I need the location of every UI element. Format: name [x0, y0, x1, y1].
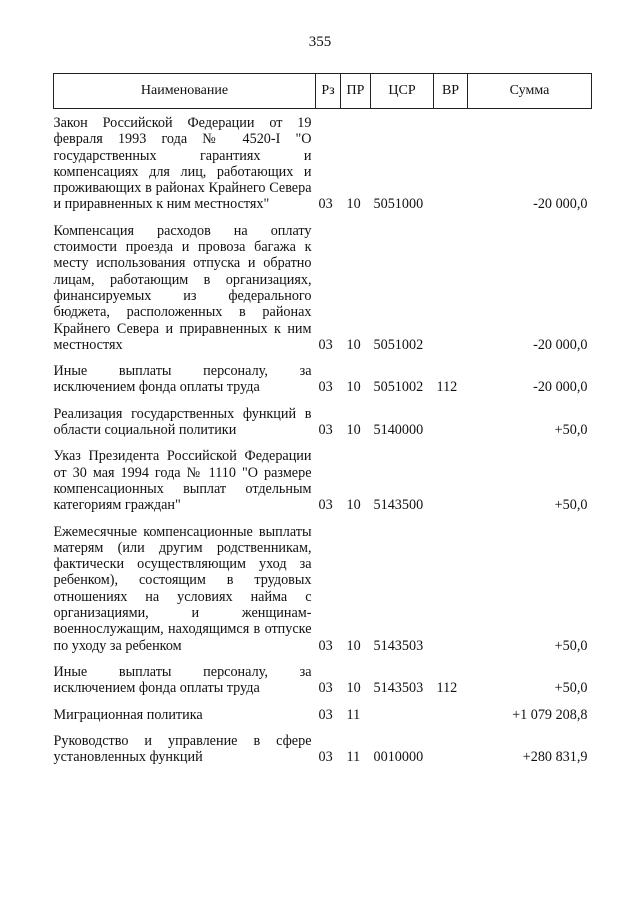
table-row	[54, 723, 592, 766]
row-pr: 11	[346, 749, 361, 766]
row-name-text: Указ Президента Российской Федерации от 30 мая 1994 года № 1110 "О размере компенсационных выплат отдельным категориям граждан"	[53, 448, 312, 514]
row-rz: 03	[318, 749, 333, 766]
table-row	[54, 396, 592, 439]
row-sum: +1 079 208,8	[512, 706, 588, 723]
row-csr: 5143503	[373, 680, 424, 697]
row-name	[54, 438, 316, 513]
table-header	[54, 74, 592, 109]
row-name	[54, 213, 316, 353]
header-name: Наименование	[54, 74, 316, 109]
header-sum: Сумма	[468, 74, 592, 109]
row-sum: -20 000,0	[533, 196, 588, 213]
row-vr	[434, 396, 468, 439]
row-vr	[434, 514, 468, 654]
row-sum: -20 000,0	[533, 379, 588, 396]
row-rz: 03	[318, 637, 333, 654]
row-rz: 03	[318, 336, 333, 353]
table-row	[54, 353, 592, 396]
row-name	[54, 654, 316, 697]
header-vr: ВР	[434, 74, 468, 109]
row-vr	[434, 109, 468, 213]
row-pr: 10	[346, 336, 361, 353]
table-row	[54, 697, 592, 723]
table-body	[54, 109, 592, 766]
row-vr	[434, 438, 468, 513]
budget-table	[53, 73, 592, 765]
row-csr: 5051002	[373, 336, 424, 353]
row-csr: 5051000	[373, 196, 424, 213]
row-pr: 10	[346, 497, 361, 514]
row-name	[54, 353, 316, 396]
table-row	[54, 213, 592, 353]
header-rz: Рз	[316, 74, 341, 109]
row-pr: 10	[346, 637, 361, 654]
row-name	[54, 109, 316, 213]
row-name-text: Иные выплаты персоналу, за исключением фонда оплаты труда	[53, 663, 312, 697]
row-pr: 11	[346, 706, 361, 723]
row-vr: 112	[436, 680, 458, 697]
row-vr	[434, 723, 468, 766]
table-row	[54, 654, 592, 697]
row-name	[54, 396, 316, 439]
table-row	[54, 109, 592, 213]
row-vr	[434, 213, 468, 353]
row-rz: 03	[318, 379, 333, 396]
row-csr: 5143500	[373, 497, 424, 514]
row-sum: +50,0	[554, 637, 588, 654]
row-vr	[434, 697, 468, 723]
row-vr: 112	[436, 379, 458, 396]
table-row	[54, 514, 592, 654]
row-sum: +50,0	[554, 680, 588, 697]
row-rz: 03	[318, 196, 333, 213]
row-name-text: Руководство и управление в сфере установленных функций	[53, 732, 312, 766]
row-rz: 03	[318, 706, 333, 723]
header-pr: ПР	[341, 74, 371, 109]
row-rz: 03	[318, 497, 333, 514]
row-name-text: Реализация государственных функций в области социальной политики	[53, 405, 312, 439]
row-csr	[371, 697, 434, 723]
row-name-text: Компенсация расходов на оплату стоимости проезда и провоза багажа к месту использования отпуска и обратно лицам, работающим в организациях, финансируемых из федерального бюджета, расположенных в районах Крайнего Севера и приравненных к ним местностях	[53, 222, 312, 353]
row-rz: 03	[318, 422, 333, 439]
row-name	[54, 723, 316, 766]
row-csr: 0010000	[373, 749, 424, 766]
row-sum: +50,0	[554, 497, 588, 514]
row-name-text: Ежемесячные компенсационные выплаты матерям (или другим родственникам, фактически осуществляющим уход за ребенком), состоящим в трудовых отношениях на условиях найма с организациями, и женщинам-военнослужащим, находящимся в отпуске по уходу за ребенком	[53, 523, 312, 654]
header-csr: ЦСР	[371, 74, 434, 109]
row-name-text: Закон Российской Федерации от 19 февраля 1993 года № 4520-I "О государственных гарантиях и компенсациях для лиц, работающих и проживающих в районах Крайнего Севера и приравненных к ним местностях"	[53, 115, 312, 213]
row-csr: 5051002	[373, 379, 424, 396]
row-sum: +50,0	[554, 422, 588, 439]
row-pr: 10	[346, 422, 361, 439]
row-pr: 10	[346, 196, 361, 213]
row-sum: +280 831,9	[522, 749, 588, 766]
row-rz: 03	[318, 680, 333, 697]
row-name-text: Миграционная политика	[53, 706, 203, 723]
row-csr: 5143503	[373, 637, 424, 654]
row-pr: 10	[346, 680, 361, 697]
row-name-text: Иные выплаты персоналу, за исключением фонда оплаты труда	[53, 363, 312, 396]
page-number: 355	[308, 34, 332, 50]
row-pr: 10	[346, 379, 361, 396]
row-sum: -20 000,0	[533, 336, 588, 353]
row-csr: 5140000	[373, 422, 424, 439]
table-row	[54, 438, 592, 513]
row-name	[54, 697, 316, 723]
row-name	[54, 514, 316, 654]
